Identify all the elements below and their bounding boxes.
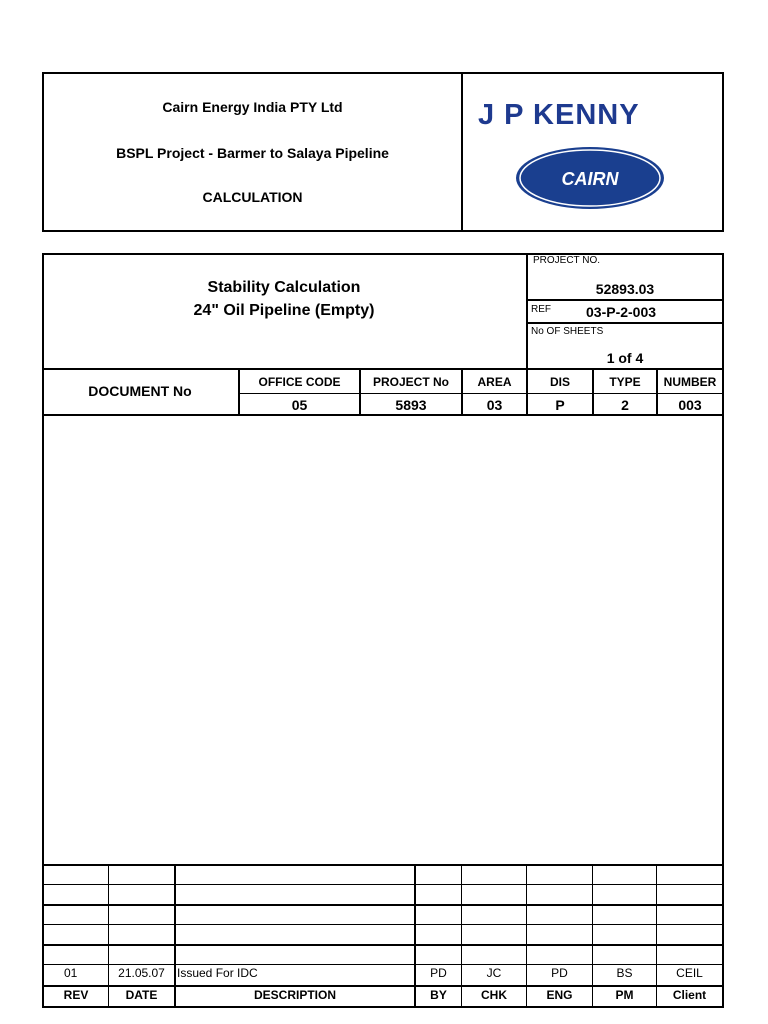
rev-cell-chk: JC: [486, 966, 502, 980]
rev-cell-by: PD: [430, 966, 447, 980]
cairn-logo-icon: [514, 145, 666, 211]
doc-row-midline: [238, 393, 724, 394]
rev-col-sep-5: [526, 864, 527, 1008]
jp-kenny-logo: J P KENNY: [478, 99, 640, 131]
rev-table-top: [42, 864, 724, 866]
dis-value: P: [555, 397, 565, 413]
rev-cell-description: Issued For IDC: [177, 966, 258, 980]
rev-cell-client: CEIL: [676, 966, 703, 980]
area-header: AREA: [477, 375, 512, 389]
rev-cell-rev: 01: [64, 966, 78, 980]
type-value: 2: [621, 397, 629, 413]
rev-row-line-4: [42, 944, 724, 946]
rev-header-pm: PM: [615, 988, 634, 1002]
document-kind: CALCULATION: [202, 189, 303, 205]
calculation-body: [42, 414, 724, 1008]
rev-header-chk: CHK: [481, 988, 507, 1002]
rev-header-by: BY: [430, 988, 447, 1002]
rev-cell-pm: BS: [616, 966, 633, 980]
ref-label: REF: [531, 304, 551, 315]
document-no-label: DOCUMENT No: [88, 383, 192, 399]
rev-col-sep-1: [108, 864, 109, 1008]
project-name: BSPL Project - Barmer to Salaya Pipeline: [116, 145, 389, 161]
rev-col-sep-2: [174, 864, 176, 1008]
cairn-badge-text: CAIRN: [561, 169, 619, 189]
rev-cell-date: 21.05.07: [118, 966, 165, 980]
projno-divider: [526, 299, 724, 301]
rev-col-sep-6: [592, 864, 593, 1008]
rev-header-rev: REV: [63, 988, 89, 1002]
rev-row-line-6: [42, 985, 724, 987]
rev-cell-eng: PD: [551, 966, 568, 980]
type-header: TYPE: [609, 375, 641, 389]
ref-divider: [526, 322, 724, 324]
area-value: 03: [486, 397, 503, 413]
rev-row-line-2: [42, 904, 724, 906]
title-line-2: 24" Oil Pipeline (Empty): [193, 302, 375, 319]
number-value: 003: [678, 397, 702, 413]
rev-header-description: DESCRIPTION: [253, 988, 336, 1002]
project-no-code-value: 5893: [395, 397, 427, 413]
rev-header-client: Client: [672, 988, 707, 1002]
office-code-header: OFFICE CODE: [258, 375, 341, 389]
project-no-value: 52893.03: [595, 281, 655, 297]
title-line-1: Stability Calculation: [207, 279, 361, 296]
title-doc-divider: [42, 368, 724, 370]
project-no-label: PROJECT NO.: [533, 255, 601, 266]
rev-row-line-5: [42, 964, 724, 965]
project-no-header: PROJECT No: [372, 375, 449, 389]
sheets-value: 1 of 4: [606, 350, 644, 366]
rev-header-date: DATE: [125, 988, 158, 1002]
office-code-value: 05: [291, 397, 308, 413]
rev-col-sep-4: [461, 864, 462, 1008]
rev-row-line-1: [42, 884, 724, 885]
company-name: Cairn Energy India PTY Ltd: [162, 99, 343, 115]
rev-header-eng: ENG: [546, 988, 573, 1002]
sheets-label: No OF SHEETS: [531, 326, 604, 337]
header-text-block: [44, 74, 461, 230]
ref-value: 03-P-2-003: [586, 304, 657, 320]
rev-col-sep-3: [414, 864, 416, 1008]
header-divider: [461, 72, 463, 232]
number-header: NUMBER: [663, 375, 717, 389]
rev-col-sep-7: [656, 864, 657, 1008]
rev-row-line-3: [42, 924, 724, 925]
dis-header: DIS: [549, 375, 570, 389]
